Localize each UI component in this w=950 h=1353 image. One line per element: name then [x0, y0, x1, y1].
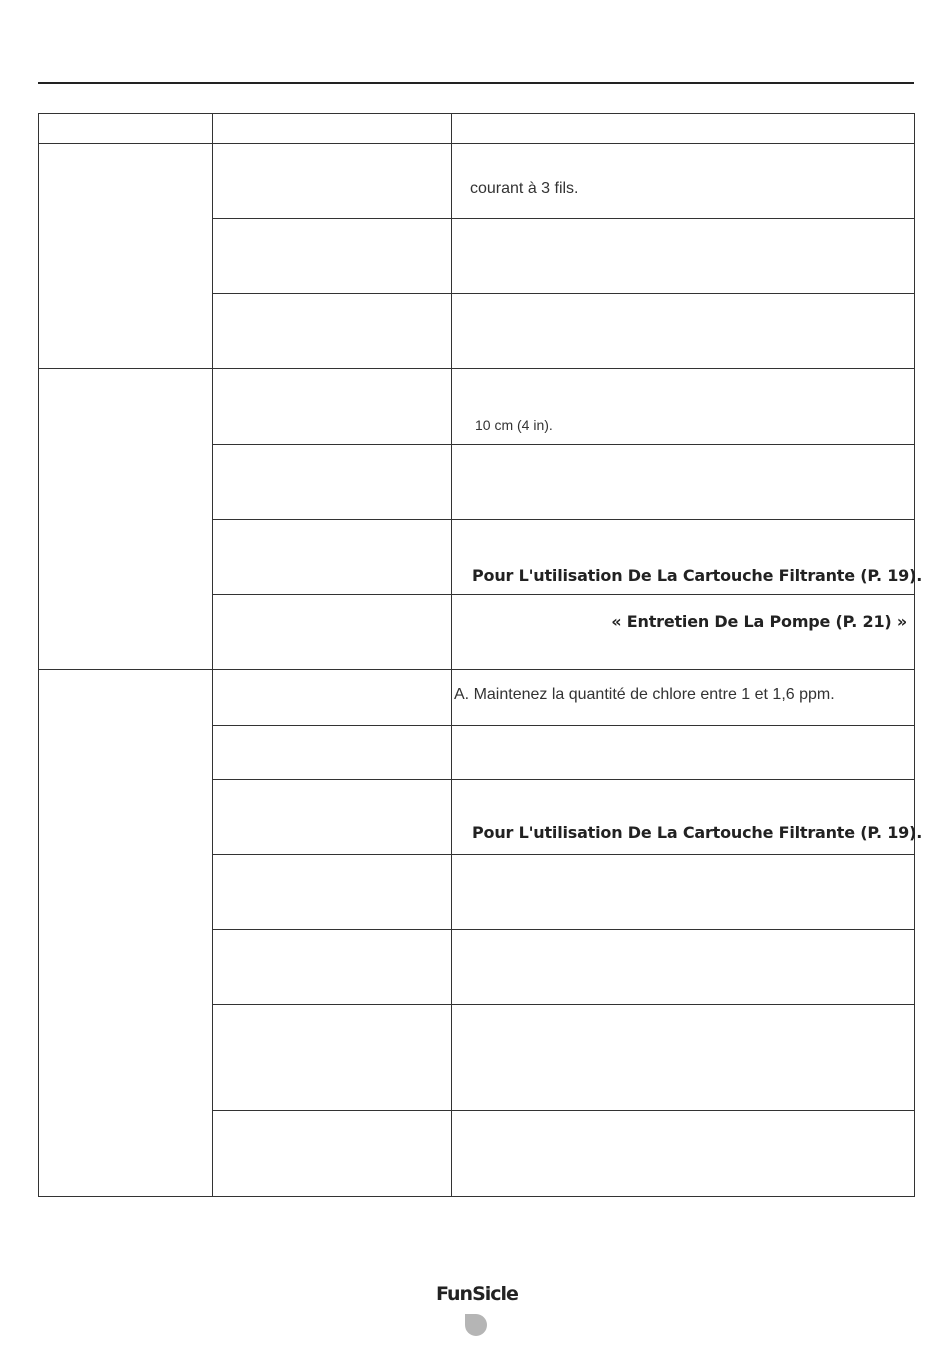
- header-rule: [38, 82, 914, 84]
- table-row-divider: [212, 519, 915, 520]
- brand-logo: [436, 1283, 516, 1343]
- table-row-divider: [212, 218, 915, 219]
- cell-text-pompe-ref: « Entretien De La Pompe (P. 21) »: [611, 612, 907, 631]
- cell-text-cartouche-ref-2: Pour L'utilisation De La Cartouche Filtrante (P. 19).: [472, 823, 923, 842]
- cell-text-distance: 10 cm (4 in).: [475, 417, 553, 433]
- table-column-divider-1: [212, 113, 213, 1197]
- table-row-divider: [212, 444, 915, 445]
- table-column-divider-2: [451, 113, 452, 1197]
- table-border-left: [38, 113, 39, 1197]
- table-border-bottom: [38, 1196, 915, 1197]
- table-row-divider: [212, 293, 915, 294]
- table-row-divider: [212, 725, 915, 726]
- table-section-divider-1: [38, 368, 915, 369]
- table-header-divider: [38, 143, 915, 144]
- cell-text-courant: courant à 3 fils.: [470, 180, 579, 197]
- cell-text-chlore: A. Maintenez la quantité de chlore entre 1 et 1,6 ppm.: [454, 686, 835, 703]
- table-row-divider: [212, 779, 915, 780]
- table-row-divider: [212, 854, 915, 855]
- cell-text-cartouche-ref-1: Pour L'utilisation De La Cartouche Filtrante (P. 19).: [472, 566, 923, 585]
- leaf-drop-icon: [463, 1312, 489, 1338]
- table-border-right: [914, 113, 915, 1197]
- brand-name: FunSicle: [436, 1283, 518, 1305]
- table-row-divider: [212, 929, 915, 930]
- table-row-divider: [212, 1110, 915, 1111]
- table-section-divider-2: [38, 669, 915, 670]
- table-border-top: [38, 113, 915, 114]
- table-row-divider: [212, 594, 915, 595]
- table-row-divider: [212, 1004, 915, 1005]
